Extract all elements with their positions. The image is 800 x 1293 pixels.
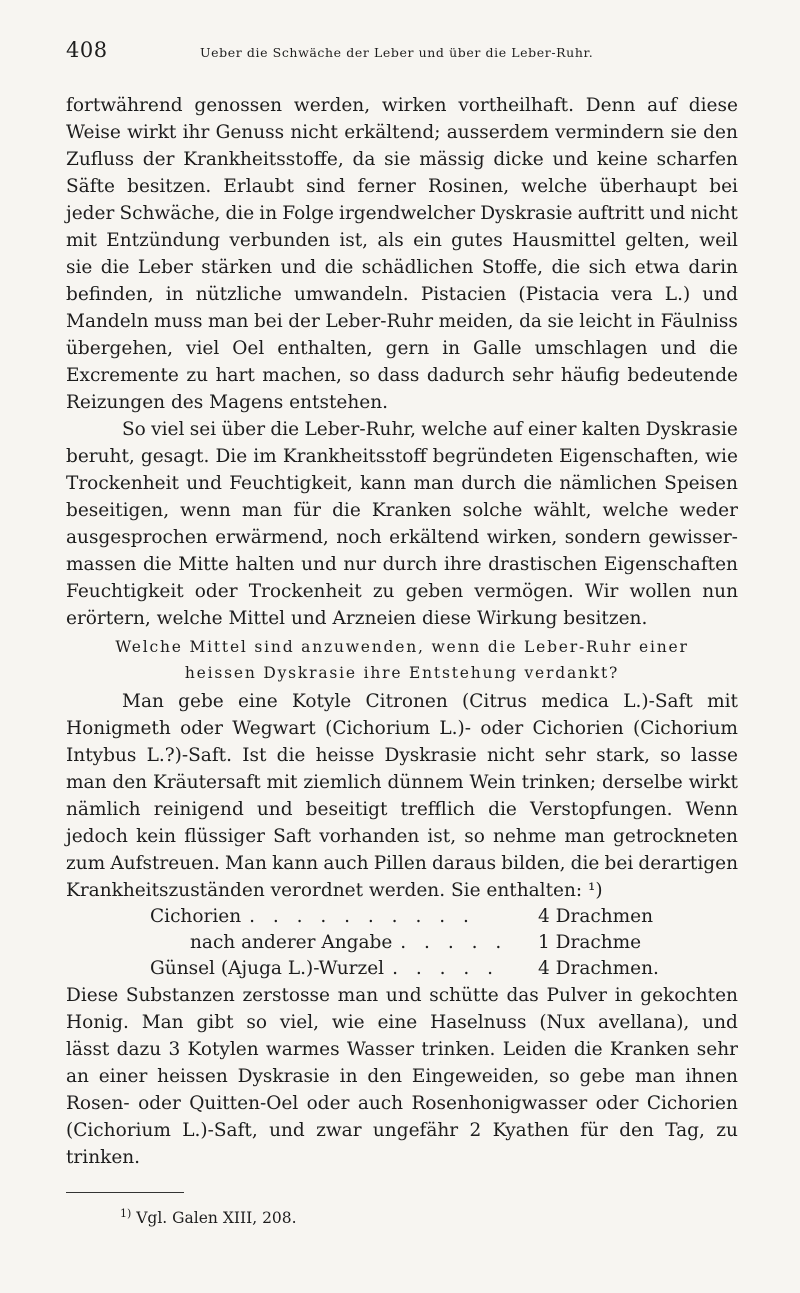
text-line: (Cichorium L.)-Saft, und zwar ungefähr 2 Kyathen für den Tag, zu [66, 1120, 738, 1141]
paragraph-3 [66, 688, 738, 904]
text-line: beruht, gesagt. Die im Krankheitsstoff begründeten Eigenschaften, wie [66, 446, 738, 467]
text-line: übergehen, viel Oel enthalten, gern in Galle umschlagen und die [66, 338, 738, 359]
text-line: Honigmeth oder Wegwart (Cichorium L.)- oder Cichorien (Cichorium [66, 718, 738, 739]
text-line: Diese Substanzen zerstosse man und schütte das Pulver in gekochten [66, 985, 738, 1006]
paragraph-2 [66, 416, 738, 632]
text-line: Feuchtigkeit oder Trockenheit zu geben vermögen. Wir wollen nun [66, 581, 738, 602]
text-line: Honig. Man gibt so viel, wie eine Haselnuss (Nux avellana), und [66, 1012, 738, 1033]
text-line: Zufluss der Krankheitsstoffe, da sie mässig dicke und keine scharfen [66, 149, 738, 170]
leader-dots: . . . . . [400, 932, 508, 953]
text-line: Krankheitszuständen verordnet werden. Sie enthalten: ¹) [66, 880, 603, 901]
text-line: erörtern, welche Mittel und Arzneien diese Wirkung besitzen. [66, 608, 648, 629]
text-line: befinden, in nützliche umwandeln. Pistacien (Pistacia vera L.) und [66, 284, 738, 305]
text-line: Intybus L.?)-Saft. Ist die heisse Dyskrasie nicht sehr stark, so lasse [66, 745, 738, 766]
ingredient-row [150, 904, 658, 930]
text-line: sie die Leber stärken und die schädlichen Stoffe, die sich etwa darin [66, 257, 738, 278]
ingredient-row [150, 956, 658, 982]
text-line: So viel sei über die Leber-Ruhr, welche auf einer kalten Dyskrasie [122, 419, 738, 440]
leader-dots: . . . . . . . . . . [249, 906, 475, 927]
footnote [120, 1207, 297, 1227]
ingredient-list [150, 904, 658, 982]
ingredient-name: Cichorien [150, 906, 242, 927]
running-title: Ueber die Schwäche der Leber und über die Leber-Ruhr. [200, 45, 594, 60]
footnote-mark: 1) [120, 1207, 132, 1220]
ingredient-amount: 4 Drachmen. [538, 958, 659, 979]
text-line: Trockenheit und Feuchtigkeit, kann man durch die nämlichen Speisen [66, 473, 738, 494]
text-line: massen die Mitte halten und nur durch ihre drastischen Eigenschaften [66, 554, 738, 575]
text-line: Rosen- oder Quitten-Oel oder auch Rosenhonigwasser oder Cichorien [66, 1093, 738, 1114]
text-line: ausgesprochen erwärmend, noch erkältend wirken, sondern gewisser- [66, 527, 738, 548]
body-text [66, 92, 738, 1171]
ingredient-row [150, 930, 658, 956]
page-header [66, 38, 746, 62]
text-line: jedoch kein flüssiger Saft vorhanden ist, so nehme man getrockneten [66, 826, 738, 847]
text-line: jeder Schwäche, die in Folge irgendwelcher Dyskrasie auftritt und nicht [66, 203, 738, 224]
text-line: lässt dazu 3 Kotylen warmes Wasser trinken. Leiden die Kranken sehr [66, 1039, 738, 1060]
text-line: Weise wirkt ihr Genuss nicht erkältend; ausserdem vermindern sie den [66, 122, 738, 143]
text-line: man den Kräutersaft mit ziemlich dünnem Wein trinken; derselbe wirkt [66, 772, 738, 793]
text-line: Mandeln muss man bei der Leber-Ruhr meiden, da sie leicht in Fäulniss [66, 311, 738, 332]
text-line: Reizungen des Magens entstehen. [66, 392, 389, 413]
ingredient-name: Günsel (Ajuga L.)-Wurzel [150, 958, 385, 979]
text-line: mit Entzündung verbunden ist, als ein gutes Hausmittel gelten, weil [66, 230, 738, 251]
text-line: fortwährend genossen werden, wirken vortheilhaft. Denn auf diese [66, 95, 738, 116]
text-line: Excremente zu hart machen, so dass dadurch sehr häufig bedeutende [66, 365, 738, 386]
footnote-rule [66, 1192, 184, 1193]
ingredient-amount: 4 Drachmen [538, 906, 654, 927]
text-line: trinken. [66, 1147, 141, 1168]
heading-line: heissen Dyskrasie ihre Entstehung verdankt? [184, 664, 620, 682]
paragraph-1 [66, 92, 738, 416]
paragraph-4 [66, 982, 738, 1171]
heading-line: Welche Mittel sind anzuwenden, wenn die Leber-Ruhr einer [115, 638, 689, 656]
ingredient-name: nach anderer Angabe [190, 932, 393, 953]
text-line: an einer heissen Dyskrasie in den Eingeweiden, so gebe man ihnen [66, 1066, 738, 1087]
text-line: beseitigen, wenn man für die Kranken solche wählt, welche weder [66, 500, 738, 521]
leader-dots: . . . . . [392, 958, 500, 979]
ingredient-amount: 1 Drachme [538, 932, 642, 953]
text-line: zum Aufstreuen. Man kann auch Pillen daraus bilden, die bei derartigen [66, 853, 738, 874]
footnote-text: Vgl. Galen XIII, 208. [131, 1209, 297, 1228]
text-line: Säfte besitzen. Erlaubt sind ferner Rosinen, welche überhaupt bei [66, 176, 738, 197]
page-number: 408 [66, 38, 108, 62]
text-line: Man gebe eine Kotyle Citronen (Citrus medica L.)-Saft mit [122, 691, 738, 712]
text-line: nämlich reinigend und beseitigt trefflich die Verstopfungen. Wenn [66, 799, 738, 820]
section-heading [66, 634, 738, 686]
